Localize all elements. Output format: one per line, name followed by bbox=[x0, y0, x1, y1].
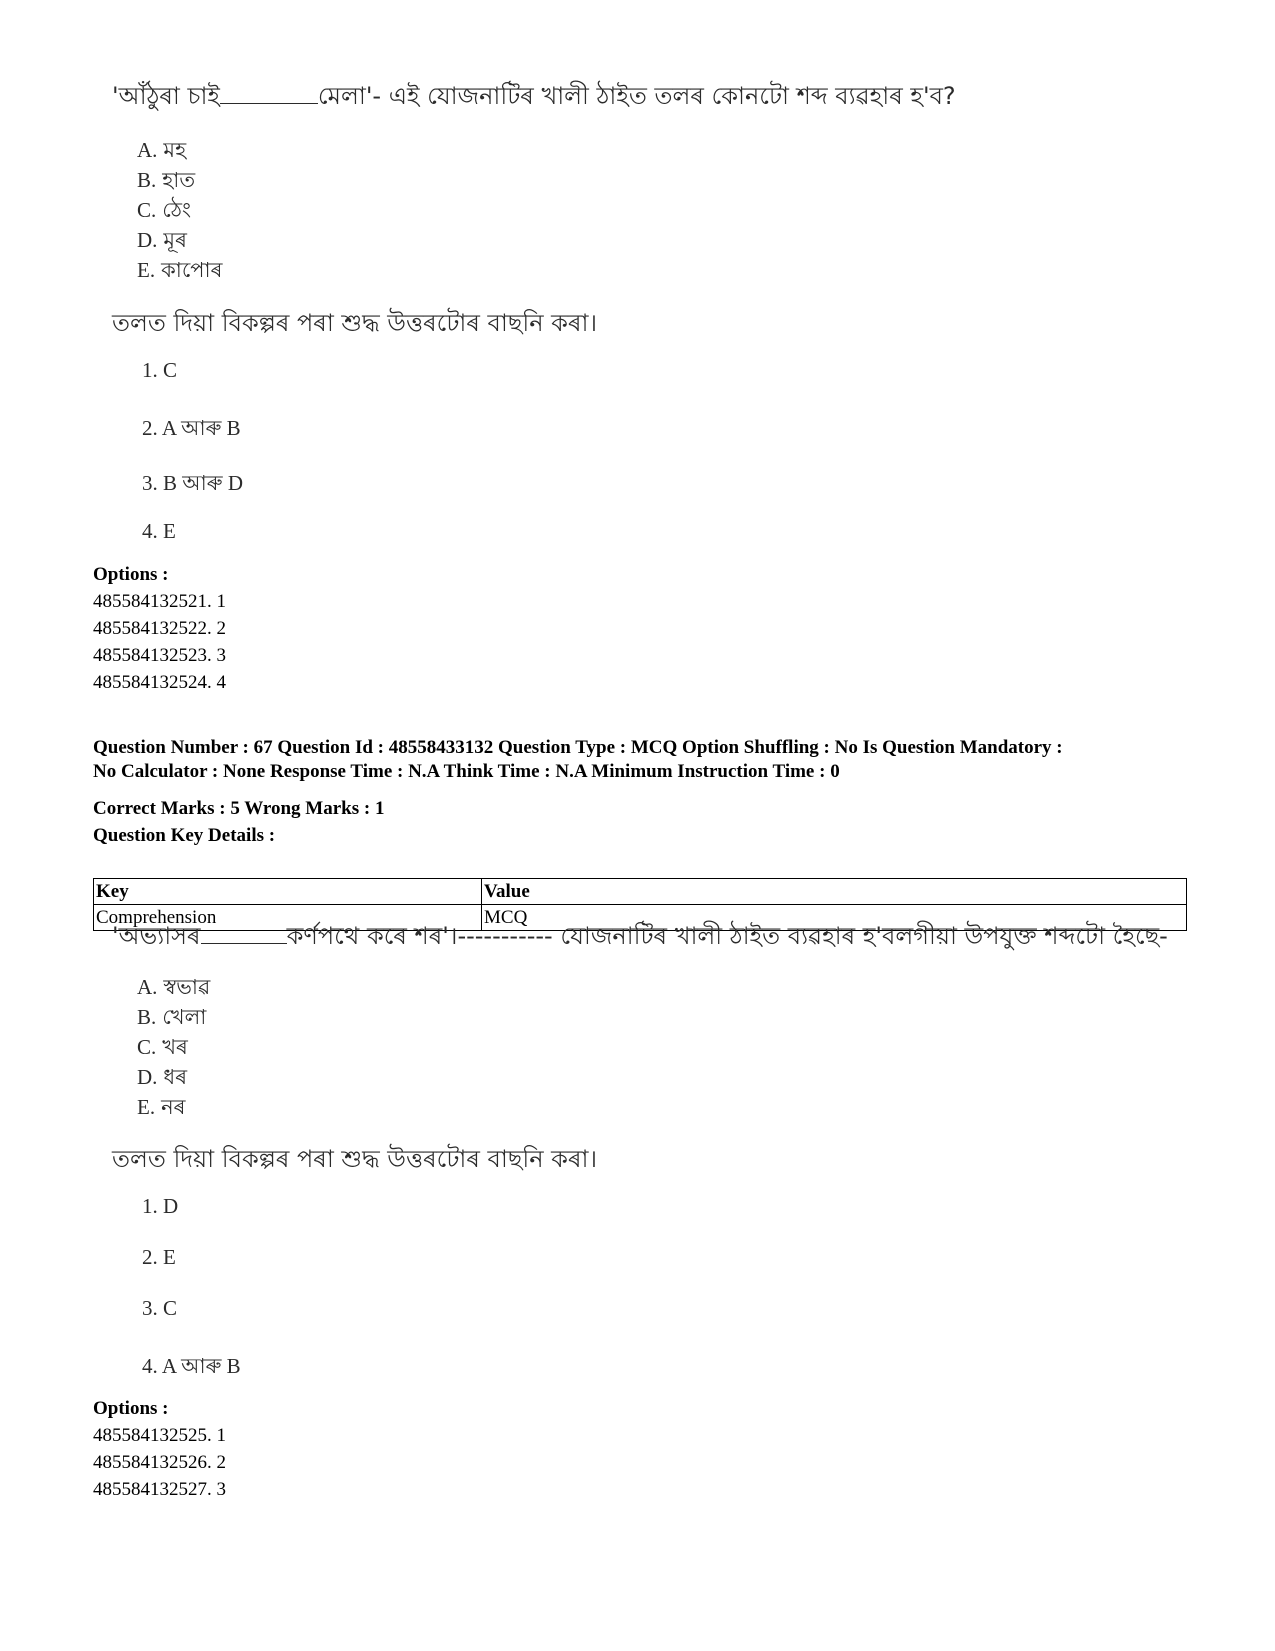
option-row: 485584132527. 3 bbox=[93, 1479, 226, 1500]
choice-a: A. স্বভাৱ bbox=[137, 975, 211, 999]
header-key: Key bbox=[94, 879, 482, 905]
choice-e: E. কাপোৰ bbox=[137, 258, 223, 282]
answer-3: 3. B আৰু D bbox=[142, 471, 243, 495]
marks: Correct Marks : 5 Wrong Marks : 1 bbox=[93, 798, 385, 819]
cell-value: MCQ bbox=[482, 905, 1187, 931]
question-stem bbox=[112, 78, 956, 118]
stem-before: 'আঁঠুৰা চাই bbox=[112, 82, 220, 110]
instruction: তলত দিয়া বিকল্পৰ পৰা শুদ্ধ উত্তৰটোৰ বাছনি কৰা। bbox=[112, 1145, 598, 1173]
choice-e: E. নৰ bbox=[137, 1095, 186, 1119]
blank-line bbox=[220, 85, 318, 104]
option-row: 485584132526. 2 bbox=[93, 1452, 226, 1473]
stem-before: 'অভ্যাসৰ bbox=[112, 922, 201, 950]
answer-4: 4. E bbox=[142, 519, 176, 543]
options-label: Options : bbox=[93, 1398, 169, 1419]
question-67-metadata bbox=[93, 736, 1193, 784]
answer-4: 4. A আৰু B bbox=[142, 1354, 241, 1378]
option-row: 485584132521. 1 bbox=[93, 591, 226, 612]
key-details-label: Question Key Details : bbox=[93, 825, 276, 846]
answer-1: 1. C bbox=[142, 358, 178, 382]
instruction: তলত দিয়া বিকল্পৰ পৰা শুদ্ধ উত্তৰটোৰ বাছনি কৰা। bbox=[112, 309, 598, 337]
cell-key: Comprehension bbox=[94, 905, 482, 931]
options-label: Options : bbox=[93, 564, 169, 585]
choice-b: B. হাত bbox=[137, 168, 196, 192]
option-row: 485584132522. 2 bbox=[93, 618, 226, 639]
header-value: Value bbox=[482, 879, 1187, 905]
stem-after: মেলা'- এই যোজনাটিৰ খালী ঠাইত তলৰ কোনটো শব্দ ব্যৱহাৰ হ'ব? bbox=[317, 82, 956, 110]
option-row: 485584132524. 4 bbox=[93, 672, 226, 693]
table-header-row bbox=[94, 879, 1187, 905]
meta-line-1: Question Number : 67 Question Id : 48558433132 Question Type : MCQ Option Shuffling : No Is Question Mandatory : bbox=[93, 737, 1063, 758]
answer-2: 2. E bbox=[142, 1245, 176, 1269]
stem-after: কৰ্ণপথে কৰে শৰ'।----------- যোজনাটিৰ খালী ঠাইত ব্যৱহাৰ হ'বলগীয়া উপযুক্ত শব্দটো হৈছে- bbox=[286, 922, 1168, 950]
choice-a: A. মহ bbox=[137, 138, 187, 162]
meta-line-2: No Calculator : None Response Time : N.A Think Time : N.A Minimum Instruction Time : 0 bbox=[93, 761, 840, 782]
answer-1: 1. D bbox=[142, 1194, 179, 1218]
choice-d: D. মূৰ bbox=[137, 228, 187, 252]
choice-c: C. ঠেং bbox=[137, 198, 192, 222]
option-row: 485584132525. 1 bbox=[93, 1425, 226, 1446]
answer-3: 3. C bbox=[142, 1296, 178, 1320]
choice-b: B. খেলা bbox=[137, 1005, 207, 1029]
question-stem bbox=[112, 918, 1168, 958]
choice-d: D. ধৰ bbox=[137, 1065, 188, 1089]
option-row: 485584132523. 3 bbox=[93, 645, 226, 666]
choice-c: C. খৰ bbox=[137, 1035, 188, 1059]
answer-2: 2. A আৰু B bbox=[142, 416, 241, 440]
blank-line bbox=[201, 925, 287, 944]
